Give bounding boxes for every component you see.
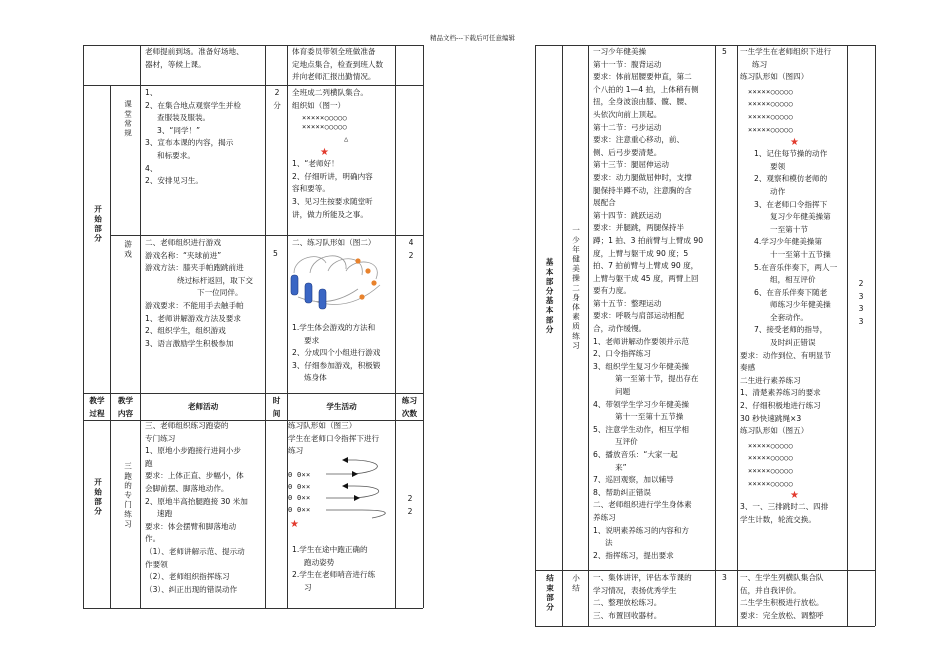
teacher-position-star-icon: ★: [790, 137, 799, 149]
running-formation: 0 0×× 0 0×× 0 0×× 0 0××: [288, 471, 311, 514]
section-label-start-2: 开始部分: [93, 478, 103, 517]
routine-teacher-activity: 1、 2、在集合地点观察学生并检 查服装及服装。 3、“同学！” 3、宣布本课的内容，揭示 和标要求。 4、 2、安排见习生。: [145, 88, 241, 186]
header-time: 时 间: [272, 396, 281, 418]
run-student-activity: 练习队形如（图三） 学生在老师口令指挥下进行 练习: [288, 421, 380, 456]
game-student-activity: 1.学生体会游戏的方法和 要求 2、分成四个小组进行游戏 3、仔细参加游戏，积极锻 炼身体: [292, 323, 381, 383]
game-count: 4 2: [408, 238, 414, 260]
content-summary: 小结: [571, 574, 581, 594]
game-teacher-activity: 二、老师组织进行游戏 游戏名称：“夹球前进” 游戏方法：膝夹手帕跑跳前进 绕过标杆返回，取下交 下一位同伴。 游戏要求：不能用手去触手帕 1、老师讲解游戏方法及要求 2、组织学生，组织游戏 3、语言激励学生积极参加: [145, 238, 253, 348]
end-student-activity: 一、生学生列横队集合队 伍，并自我评价。 二生学生积极进行放松。 要求：完全放松、调整呼: [740, 573, 824, 620]
game-formation-diagram: [288, 249, 393, 319]
run-count: 2 2: [407, 494, 413, 516]
top-student-activity: 体育委员带领全班做准备 定地点集合，检查到班人数 并向老师汇报出勤情况。: [292, 47, 384, 82]
content-aerobics-fitness: 一少年健美操二身体素质练习: [571, 226, 581, 351]
header-count: 练习 次数: [401, 396, 418, 418]
basic-student-activity: 一生学生在老师组织下进行 练习 练习队形如（图四） ×××××○○○○○ ×××××○○○○○ ×××××○○○○○ ×××××○○○○○ ★ 1、记住每节操的动作 要领 2、观察和模仿老师的 动作 3、在老师口令指挥下 复习少年健美操第 一至第十节 4.学习少年健美操第 十一至第十五节操 5.在音乐伴奏下，两人一 组，相互评价 6、在音乐伴奏下随老 师练习少年健美操 全套动作。 7、接受老师的指导， 及时纠正错误 要求：动作到位、有明显节 奏感 二生进行素养练习 1、清楚素养练习的要求 2、仔细积极地进行练习 30 秒快速跳绳×3 练习队形如（图五） ×××××○○○○○ ×××××○○○○○ ×××××○○○○○ ×××××○○○○○ ★ 3、一、三排跳时二、四排 学生计数，轮流交换。: [740, 47, 838, 524]
header-process: 教学 过程: [89, 396, 105, 418]
end-teacher-activity: 一、集体讲评，评估本节课的 学习情况，表扬优秀学生 二、整理放松练习。 三、布置回收器材。: [593, 573, 692, 620]
section-label-end: 结束部分: [545, 574, 555, 613]
routine-student-activity: 全班成二列横队集合。 组织如（图一） ×××××○○○○○ ×××××○○○○○ △ ★ 1、“老师好！ 2、仔细听讲，明确内容 容和要等。 3、见习生按要求随堂听 讲，做力所能及之事。: [292, 88, 373, 219]
teacher-position-star-icon: ★: [290, 519, 299, 530]
header-student: 学生活动: [326, 402, 357, 411]
game-time: 5: [273, 249, 278, 258]
top-teacher-activity: 老师提前到场。准备好场地、 器材，等候上课。: [145, 47, 244, 69]
basic-time: 5: [722, 47, 727, 56]
content-game: 游戏: [123, 240, 133, 260]
end-time: 3: [722, 573, 727, 582]
content-routine: 课堂常规: [123, 100, 133, 139]
content-running: 三跑的专门练习: [123, 462, 133, 530]
run-teacher-activity: 三、老师组织练习跑姿的 专门练习 1、原地小步跑接行进间小步 跑 要求：上体正直、步幅小，体 会脚前摆、脚落地动作。 2、原地半高抬腿跑接 30 米加 速跑 要求：体会摆臂和脚落地动 作。 （1）、老师讲解示范、提示动 作要领 （2）、老师组织指挥练习 （3）、纠正出现的错误动作: [145, 421, 248, 594]
run-student-notes: 1.学生在途中跑正确的 跑动姿势 2.学生在老师哨音进行练 习: [292, 545, 376, 592]
header-teacher: 老师活动: [187, 402, 219, 411]
section-label-basic: 基本部分基本部分: [545, 258, 554, 335]
teacher-position-star-icon: ★: [320, 147, 329, 159]
page-header: 精品文档---下载后可任意编辑: [430, 34, 516, 42]
basic-count: 2 3 3 3: [858, 279, 864, 326]
game-student-title: 二、练习队形如（图二）: [292, 238, 376, 247]
running-route-diagram: [322, 452, 394, 522]
teacher-position-star-icon: ★: [790, 490, 799, 502]
routine-time: 2 分: [273, 88, 281, 110]
section-label-start: 开始部分: [93, 205, 103, 244]
header-content: 教学 内容: [117, 396, 134, 418]
basic-teacher-activity: 一习少年健美操 第十一节：腹背运动 要求：体前屈腰要伸直，第二 个八拍的 1—4 拍，上体稍有侧 扭，全身波浪由膝、髋、腰、 头依次向前上顶起。 第十二节：弓步运动 要求：注意重心移动，前、 侧、后弓步要清楚。 第十三节：腿屈伸运动 要求：动力腿做屈伸时，支撑 腿保持半蹲不动，注意胸的含 展配合 第十四节：跳跃运动 要求：并腿跳，两腿保持半 蹲；1 拍、3 拍前臂与上臂成 90 度，上臂与躯干成 90 度；5 拍、7 拍前臂与上臂成 90 度， 上臂与躯干成 45 度，两臂上回 要有力度。 第十五节：整理运动 要求：呼吸与肩部运动相配 合，动作缓慢。 1、老师讲解动作要领并示范 2、口令指挥练习 3、组织学生复习少年健美操 第一至第十节，提出存在 问题 4、带领学生学习少年健美操 第十一至第十五节操 5、注意学生动作，相互学相 互评价 6、播放音乐：“大家一起 来” 7、巡回观察，加以辅导 8、帮助纠正错误 二、老师组织进行学生身体素 养练习 1、说明素养练习的内容和方 法 2、指挥练习，提出要求: [593, 47, 704, 560]
